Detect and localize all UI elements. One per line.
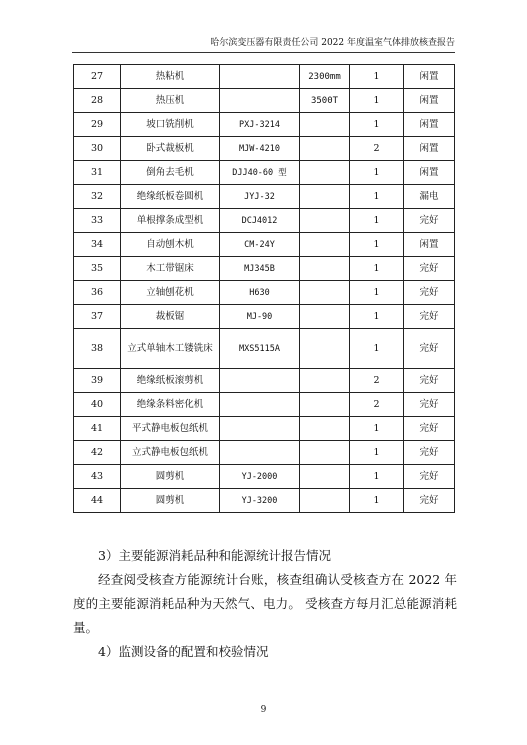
model-number-cell: YJ-3200	[220, 489, 300, 513]
table-row	[74, 89, 455, 113]
row-number-cell: 38	[74, 329, 121, 369]
row-number-cell: 42	[74, 441, 121, 465]
specification-cell	[300, 257, 350, 281]
row-number-cell: 34	[74, 233, 121, 257]
status-cell: 闲置	[404, 137, 455, 161]
table-row	[74, 305, 455, 329]
model-number-cell: MJ345B	[220, 257, 300, 281]
model-number-cell: DJJ40-60 型	[220, 161, 300, 185]
row-number-cell: 33	[74, 209, 121, 233]
equipment-name-cell: 坡口铣削机	[121, 113, 220, 137]
quantity-cell: 1	[350, 329, 404, 369]
status-cell: 完好	[404, 281, 455, 305]
equipment-name-cell: 立式静电板包纸机	[121, 441, 220, 465]
status-cell: 完好	[404, 257, 455, 281]
status-cell: 漏电	[404, 185, 455, 209]
equipment-name-cell: 绝缘纸板卷圆机	[121, 185, 220, 209]
row-number-cell: 31	[74, 161, 121, 185]
specification-cell	[300, 137, 350, 161]
row-number-cell: 27	[74, 65, 121, 89]
equipment-table	[73, 64, 455, 513]
status-cell: 完好	[404, 329, 455, 369]
quantity-cell: 1	[350, 209, 404, 233]
status-cell: 完好	[404, 209, 455, 233]
specification-cell	[300, 393, 350, 417]
quantity-cell: 2	[350, 369, 404, 393]
table-row	[74, 369, 455, 393]
equipment-name-cell: 木工带锯床	[121, 257, 220, 281]
quantity-cell: 1	[350, 257, 404, 281]
row-number-cell: 37	[74, 305, 121, 329]
specification-cell	[300, 465, 350, 489]
specification-cell	[300, 417, 350, 441]
equipment-name-cell: 热压机	[121, 89, 220, 113]
quantity-cell: 1	[350, 465, 404, 489]
equipment-name-cell: 绝缘纸板滚剪机	[121, 369, 220, 393]
specification-cell	[300, 305, 350, 329]
quantity-cell: 2	[350, 393, 404, 417]
table-row	[74, 161, 455, 185]
model-number-cell	[220, 441, 300, 465]
status-cell: 完好	[404, 305, 455, 329]
header-rule	[72, 52, 455, 53]
quantity-cell: 1	[350, 417, 404, 441]
model-number-cell: YJ-2000	[220, 465, 300, 489]
model-number-cell: DCJ4012	[220, 209, 300, 233]
status-cell: 闲置	[404, 65, 455, 89]
status-cell: 完好	[404, 369, 455, 393]
table-row	[74, 137, 455, 161]
row-number-cell: 40	[74, 393, 121, 417]
table-row	[74, 113, 455, 137]
equipment-name-cell: 倒角去毛机	[121, 161, 220, 185]
status-cell: 闲置	[404, 113, 455, 137]
table-row	[74, 185, 455, 209]
row-number-cell: 39	[74, 369, 121, 393]
specification-cell	[300, 209, 350, 233]
model-number-cell	[220, 89, 300, 113]
table-row	[74, 65, 455, 89]
specification-cell	[300, 185, 350, 209]
equipment-name-cell: 热粘机	[121, 65, 220, 89]
specification-cell: 3500T	[300, 89, 350, 113]
quantity-cell: 1	[350, 489, 404, 513]
model-number-cell	[220, 393, 300, 417]
model-number-cell: PXJ-3214	[220, 113, 300, 137]
model-number-cell	[220, 417, 300, 441]
table-row	[74, 209, 455, 233]
equipment-name-cell: 圆剪机	[121, 489, 220, 513]
quantity-cell: 1	[350, 185, 404, 209]
equipment-name-cell: 绝缘条料密化机	[121, 393, 220, 417]
energy-section-body: 经查阅受核查方能源统计台账，核查组确认受核查方在 2022 年度的主要能源消耗品种为天然气、电力。 受核查方每月汇总能源消耗量。	[73, 572, 457, 635]
specification-cell: 2300mm	[300, 65, 350, 89]
status-cell: 完好	[404, 489, 455, 513]
model-number-cell: CM-24Y	[220, 233, 300, 257]
table-row	[74, 281, 455, 305]
table-row	[74, 489, 455, 513]
table-row	[74, 441, 455, 465]
status-cell: 完好	[404, 441, 455, 465]
specification-cell	[300, 233, 350, 257]
model-number-cell: MXS5115A	[220, 329, 300, 369]
quantity-cell: 1	[350, 233, 404, 257]
model-number-cell: H630	[220, 281, 300, 305]
equipment-table-body	[74, 65, 455, 513]
equipment-name-cell: 圆剪机	[121, 465, 220, 489]
table-row	[74, 393, 455, 417]
row-number-cell: 28	[74, 89, 121, 113]
quantity-cell: 1	[350, 161, 404, 185]
row-number-cell: 32	[74, 185, 121, 209]
row-number-cell: 41	[74, 417, 121, 441]
equipment-name-cell: 立式单轴木工镂铣床	[121, 329, 220, 369]
model-number-cell: JYJ-32	[220, 185, 300, 209]
quantity-cell: 1	[350, 441, 404, 465]
quantity-cell: 1	[350, 305, 404, 329]
table-row	[74, 233, 455, 257]
monitoring-section-heading: 4）监测设备的配置和校验情况	[98, 644, 269, 659]
specification-cell	[300, 113, 350, 137]
row-number-cell: 44	[74, 489, 121, 513]
equipment-name-cell: 立轴刨花机	[121, 281, 220, 305]
page-header: 哈尔滨变压器有限责任公司 2022 年度温室气体排放核查报告	[210, 38, 455, 48]
table-row	[74, 257, 455, 281]
specification-cell	[300, 329, 350, 369]
table-row	[74, 417, 455, 441]
equipment-name-cell: 平式静电板包纸机	[121, 417, 220, 441]
status-cell: 闲置	[404, 161, 455, 185]
status-cell: 完好	[404, 417, 455, 441]
quantity-cell: 1	[350, 65, 404, 89]
quantity-cell: 1	[350, 89, 404, 113]
quantity-cell: 2	[350, 137, 404, 161]
status-cell: 闲置	[404, 89, 455, 113]
model-number-cell: MJ-90	[220, 305, 300, 329]
model-number-cell	[220, 65, 300, 89]
equipment-name-cell: 裁板锯	[121, 305, 220, 329]
specification-cell	[300, 489, 350, 513]
status-cell: 闲置	[404, 233, 455, 257]
status-cell: 完好	[404, 393, 455, 417]
row-number-cell: 30	[74, 137, 121, 161]
table-row	[74, 465, 455, 489]
equipment-name-cell: 单根撑条成型机	[121, 209, 220, 233]
quantity-cell: 1	[350, 113, 404, 137]
page-number: 9	[260, 705, 267, 715]
equipment-name-cell: 自动刨木机	[121, 233, 220, 257]
row-number-cell: 36	[74, 281, 121, 305]
model-number-cell: MJW-4210	[220, 137, 300, 161]
row-number-cell: 35	[74, 257, 121, 281]
table-row	[74, 329, 455, 369]
row-number-cell: 43	[74, 465, 121, 489]
specification-cell	[300, 369, 350, 393]
energy-section-heading: 3）主要能源消耗品种和能源统计报告情况	[98, 548, 331, 563]
row-number-cell: 29	[74, 113, 121, 137]
specification-cell	[300, 441, 350, 465]
quantity-cell: 1	[350, 281, 404, 305]
model-number-cell	[220, 369, 300, 393]
status-cell: 完好	[404, 465, 455, 489]
specification-cell	[300, 281, 350, 305]
equipment-name-cell: 卧式裁板机	[121, 137, 220, 161]
specification-cell	[300, 161, 350, 185]
